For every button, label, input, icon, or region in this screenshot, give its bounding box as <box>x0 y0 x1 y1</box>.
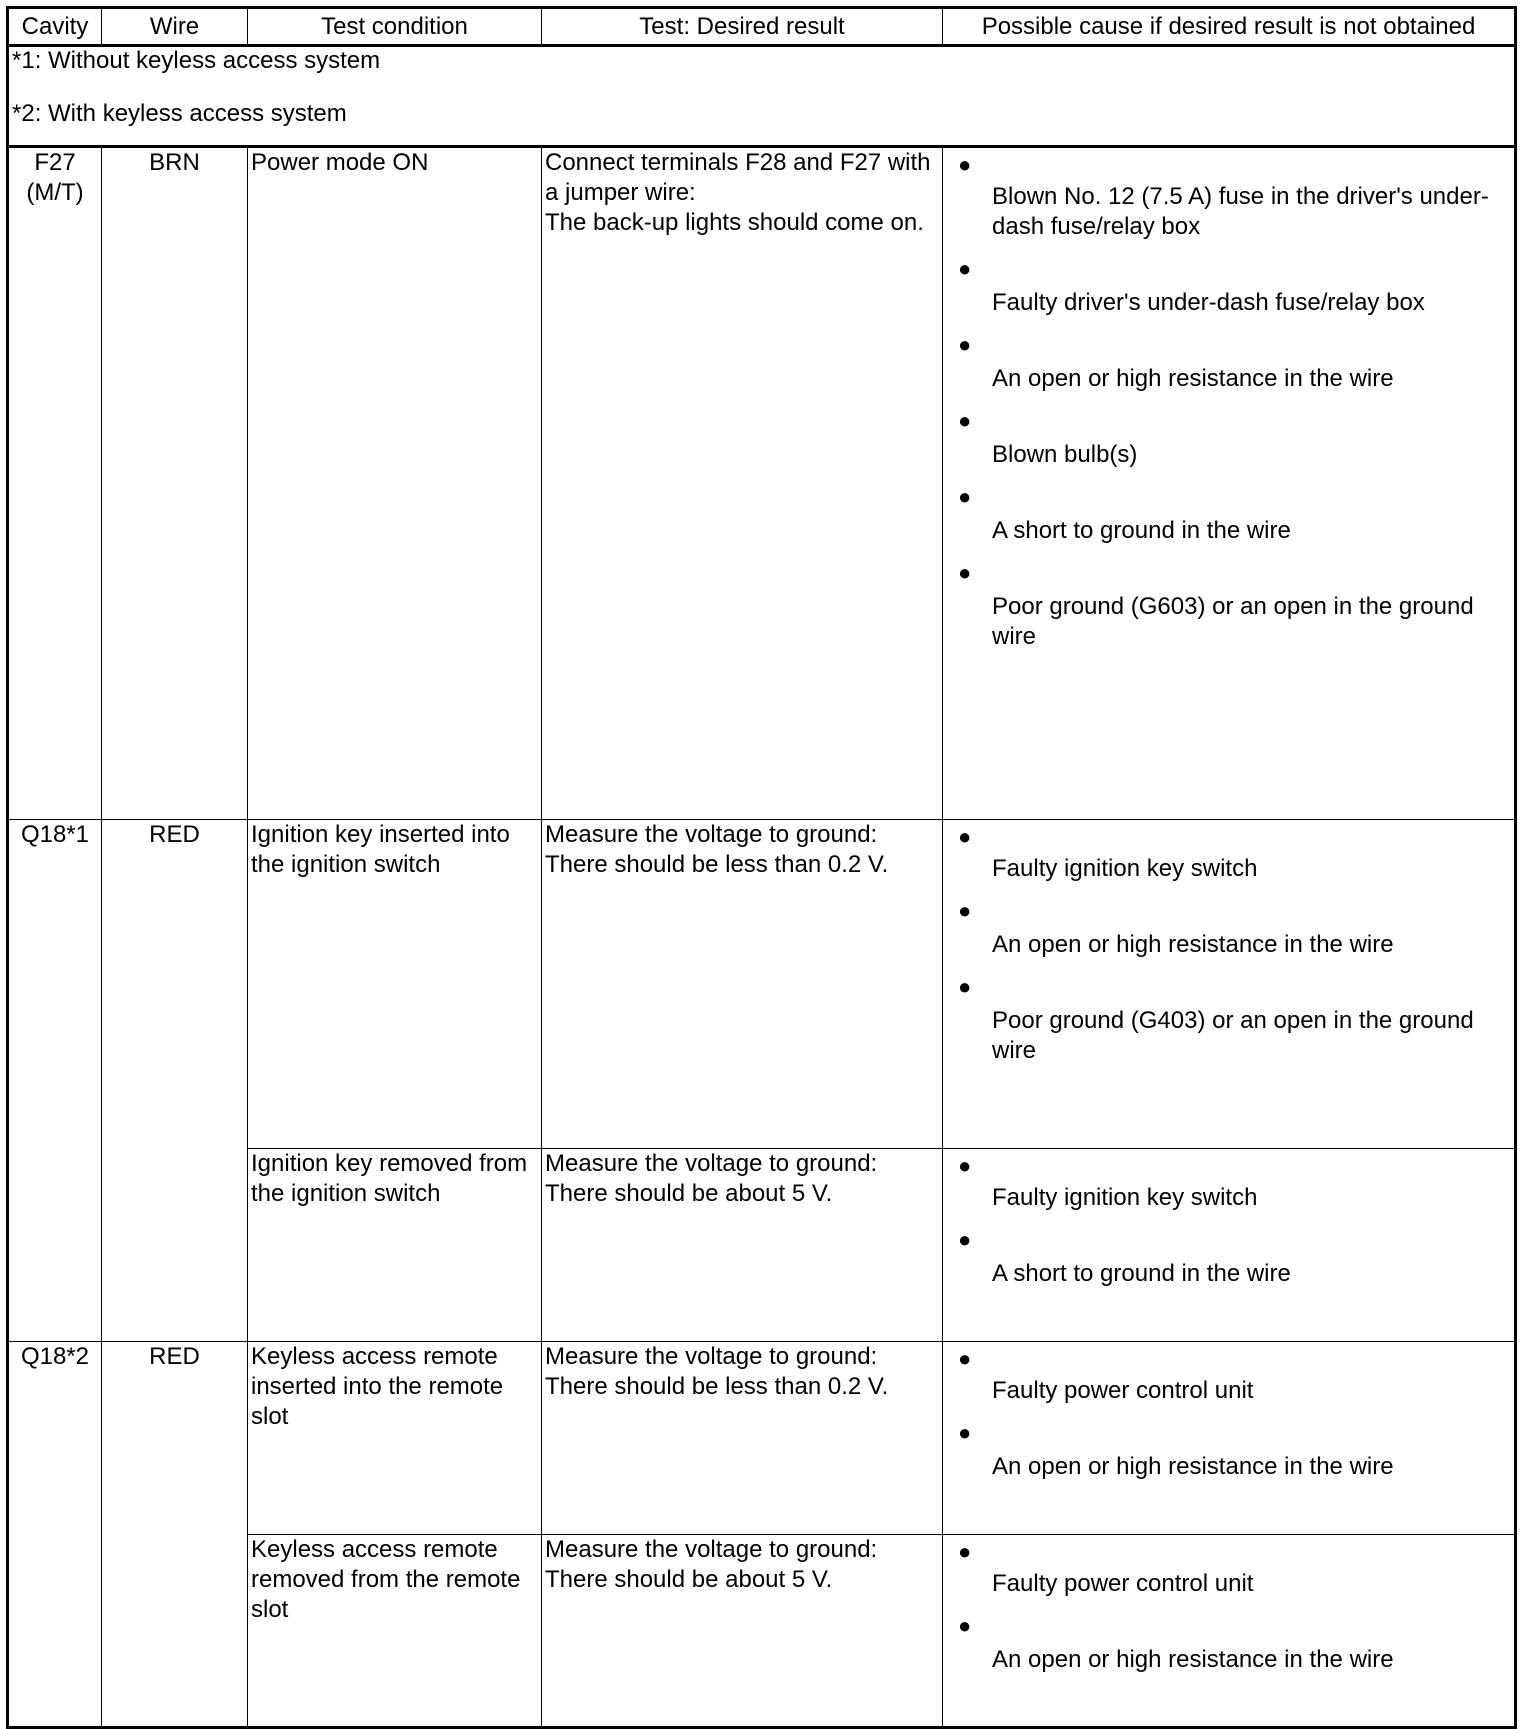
bullet-icon: ● <box>958 408 972 433</box>
header-cavity: Cavity <box>8 8 102 46</box>
bullet-icon: ● <box>958 152 972 177</box>
cause-item <box>946 326 1511 402</box>
wire-cell: RED <box>102 1342 248 1728</box>
bullet-icon: ● <box>958 1420 972 1445</box>
cause-item <box>946 968 1511 1074</box>
cause-item <box>946 820 1511 892</box>
possible-cause-cell <box>943 1342 1516 1535</box>
cause-item <box>946 148 1511 250</box>
desired-result-cell <box>542 147 943 820</box>
footnote-2: *2: With keyless access system <box>12 100 347 127</box>
cause-item <box>946 402 1511 478</box>
result-instruction: Measure the voltage to ground: There should be about 5 V. <box>545 1536 878 1593</box>
desired-result-cell <box>542 820 943 1149</box>
possible-cause-cell <box>943 147 1516 820</box>
cause-item <box>946 1535 1511 1607</box>
cause-text: Faulty ignition key switch <box>992 1184 1258 1211</box>
cause-text: Faulty power control unit <box>992 1377 1254 1404</box>
cause-item <box>946 1607 1511 1683</box>
table-row <box>8 1342 1516 1535</box>
bullet-icon: ● <box>958 1346 972 1371</box>
possible-cause-cell <box>943 1149 1516 1342</box>
possible-cause-cell <box>943 1535 1516 1728</box>
cause-item <box>946 1221 1511 1297</box>
wire-cell: BRN <box>102 147 248 820</box>
cause-item <box>946 1342 1511 1414</box>
cause-text: An open or high resistance in the wire <box>992 1453 1394 1480</box>
cavity-label: F27 <box>34 149 76 176</box>
cause-text: Faulty power control unit <box>992 1570 1254 1597</box>
cavity-cell: Q18*1 <box>8 820 102 1342</box>
cause-text: A short to ground in the wire <box>992 517 1291 544</box>
cause-item <box>946 554 1511 660</box>
header-row <box>8 8 1516 46</box>
cause-text: An open or high resistance in the wire <box>992 365 1394 392</box>
possible-cause-cell <box>943 820 1516 1149</box>
cause-item <box>946 892 1511 968</box>
desired-result-cell <box>542 1149 943 1342</box>
cavity-cell: Q18*2 <box>8 1342 102 1728</box>
cause-list <box>946 1149 1511 1297</box>
bullet-icon: ● <box>958 332 972 357</box>
footnotes-cell <box>8 46 1516 147</box>
cavity-variant: (M/T) <box>26 179 84 206</box>
header-desired-result: Test: Desired result <box>542 8 943 46</box>
header-wire: Wire <box>102 8 248 46</box>
cavity-cell <box>8 147 102 820</box>
cause-list <box>946 148 1511 660</box>
cause-text: Faulty driver's under-dash fuse/relay box <box>992 289 1425 316</box>
test-condition-cell: Power mode ON <box>248 147 542 820</box>
bullet-icon: ● <box>958 824 972 849</box>
cause-text: Poor ground (G603) or an open in the ground wire <box>992 593 1474 650</box>
desired-result-cell <box>542 1342 943 1535</box>
test-condition-cell: Ignition key inserted into the ignition switch <box>248 820 542 1149</box>
bullet-icon: ● <box>958 1227 972 1252</box>
bullet-icon: ● <box>958 484 972 509</box>
bullet-icon: ● <box>958 974 972 999</box>
test-condition-cell: Ignition key removed from the ignition switch <box>248 1149 542 1342</box>
result-instruction: Measure the voltage to ground: There should be about 5 V. <box>545 1150 878 1207</box>
cause-text: Faulty ignition key switch <box>992 855 1258 882</box>
cause-list <box>946 820 1511 1074</box>
test-condition-cell: Keyless access remote removed from the remote slot <box>248 1535 542 1728</box>
bullet-icon: ● <box>958 1539 972 1564</box>
cause-item <box>946 1414 1511 1490</box>
desired-result-cell <box>542 1535 943 1728</box>
notes-row <box>8 46 1516 147</box>
cause-list <box>946 1342 1511 1490</box>
table-row <box>8 820 1516 1149</box>
cause-text: Poor ground (G403) or an open in the ground wire <box>992 1007 1474 1064</box>
result-instruction: Connect terminals F28 and F27 with a jumper wire: The back-up lights should come on. <box>545 149 931 236</box>
cause-text: An open or high resistance in the wire <box>992 931 1394 958</box>
table-row <box>8 147 1516 820</box>
header-possible-cause: Possible cause if desired result is not obtained <box>943 8 1516 46</box>
cause-text: Blown No. 12 (7.5 A) fuse in the driver's under-dash fuse/relay box <box>992 183 1489 240</box>
bullet-icon: ● <box>958 1153 972 1178</box>
cause-list <box>946 1535 1511 1683</box>
bullet-icon: ● <box>958 256 972 281</box>
header-test-condition: Test condition <box>248 8 542 46</box>
cause-item <box>946 478 1511 554</box>
bullet-icon: ● <box>958 898 972 923</box>
connector-test-table <box>6 6 1517 1729</box>
footnote-1: *1: Without keyless access system <box>12 47 381 74</box>
bullet-icon: ● <box>958 1613 972 1638</box>
cause-item <box>946 1149 1511 1221</box>
bullet-icon: ● <box>958 560 972 585</box>
cause-text: An open or high resistance in the wire <box>992 1646 1394 1673</box>
result-instruction: Measure the voltage to ground: There should be less than 0.2 V. <box>545 1343 889 1400</box>
wire-cell: RED <box>102 820 248 1342</box>
test-condition-cell: Keyless access remote inserted into the remote slot <box>248 1342 542 1535</box>
cause-text: A short to ground in the wire <box>992 1260 1291 1287</box>
cause-text: Blown bulb(s) <box>992 441 1138 468</box>
cause-item <box>946 250 1511 326</box>
result-instruction: Measure the voltage to ground: There should be less than 0.2 V. <box>545 821 889 878</box>
